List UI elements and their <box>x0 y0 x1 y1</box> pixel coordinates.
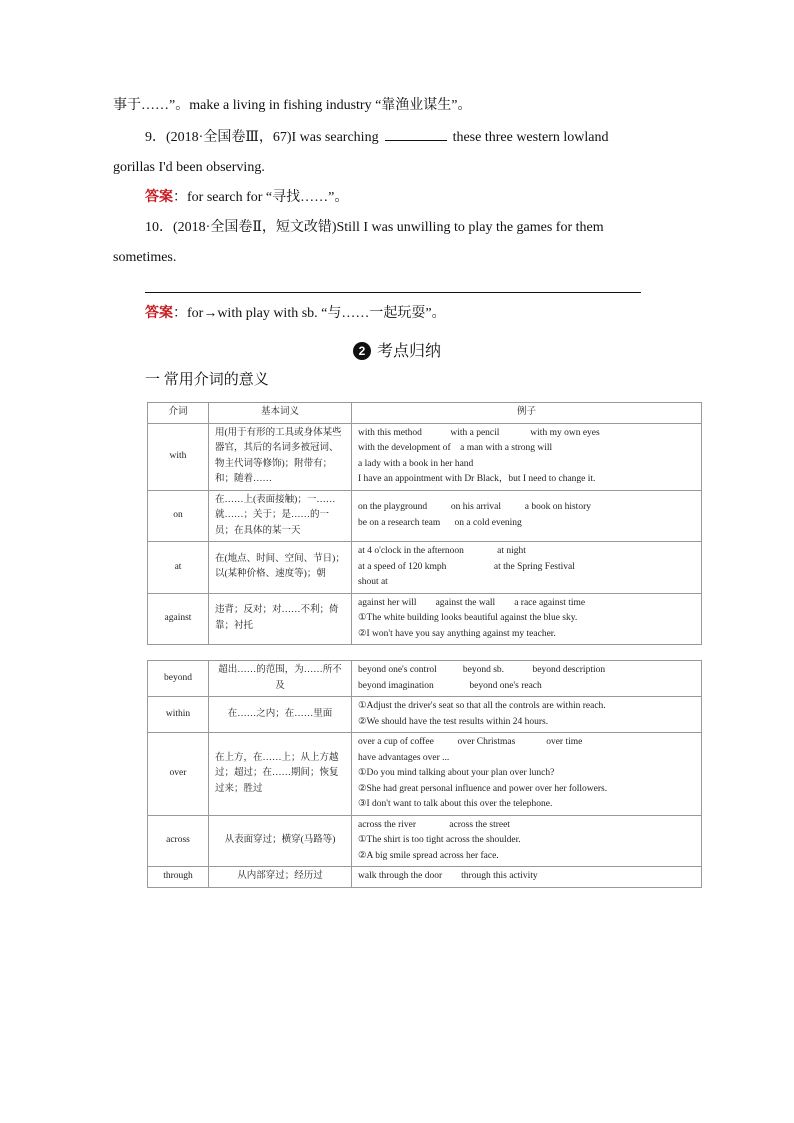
example-line: shout at <box>358 577 388 587</box>
prep-cell: against <box>148 593 209 645</box>
answer-line <box>145 292 641 293</box>
table-row <box>148 593 702 645</box>
examples-cell <box>352 661 702 697</box>
prep-cell: over <box>148 733 209 816</box>
example-line: with the development of a man with a strong will <box>358 443 553 453</box>
table-row <box>148 423 702 490</box>
examples-cell <box>352 867 702 888</box>
prepositions-table-1 <box>147 402 702 645</box>
question-9-part1: 9．(2018·全国卷Ⅲ，67)I was searching <box>145 130 379 145</box>
prep-cell: on <box>148 490 209 542</box>
answer-10-text: ：for→with play with sb. “与……一起玩耍”。 <box>173 306 446 321</box>
example-line: beyond one's control beyond sb. beyond description <box>358 665 606 675</box>
question-10: 10．(2018·全国卷Ⅱ，短文改错)Still I was unwilling to play the games for them <box>145 220 604 235</box>
table-row <box>148 661 702 697</box>
subsection-heading: 一 常用介词的意义 <box>145 372 269 388</box>
example-line: on the playground on his arrival a book on history <box>358 502 591 513</box>
example-line: ③I don't want to talk about this over the telephone. <box>358 799 553 809</box>
examples-cell <box>352 733 702 816</box>
answer-9-text: ：for search for “寻找……”。 <box>173 190 349 205</box>
meaning-cell: 从内部穿过；经历过 <box>209 867 352 888</box>
header-cell: 基本词义 <box>209 403 352 424</box>
section-title: 考点归纳 <box>376 343 441 360</box>
prep-cell: at <box>148 542 209 594</box>
example-line: ①Adjust the driver's seat so that all the controls are within reach. <box>358 701 606 711</box>
meaning-cell: 从表面穿过；横穿(马路等) <box>209 815 352 867</box>
prep-cell: within <box>148 697 209 733</box>
examples-cell <box>352 697 702 733</box>
meaning-cell: 违背；反对；对……不利；倚靠；衬托 <box>209 593 352 645</box>
example-line: over a cup of coffee over Christmas over time <box>358 737 583 747</box>
meaning-cell: 在上方，在……上；从上方越过；超过；在……期间；恢复过来；胜过 <box>209 733 352 816</box>
question-9-part2: these three western lowland <box>452 130 609 145</box>
header-cell: 介词 <box>148 403 209 424</box>
prepositions-table-2 <box>147 660 702 888</box>
example-line: with this method with a pencil with my own eyes <box>358 427 600 438</box>
question-9-cont: gorillas I'd been observing. <box>113 160 265 175</box>
answer-label: 答案 <box>145 190 173 205</box>
section-number-badge: 2 <box>353 342 371 360</box>
example-line: at a speed of 120 kmph at the Spring Festival <box>358 561 575 572</box>
example-line: against her will against the wall a race against time <box>358 597 586 608</box>
table-row <box>148 867 702 888</box>
examples-cell <box>352 593 702 645</box>
answer-label: 答案 <box>145 306 173 321</box>
prep-cell: across <box>148 815 209 867</box>
example-line: ①Do you mind talking about your plan over lunch? <box>358 768 555 778</box>
table-row <box>148 490 702 542</box>
meaning-cell: 用(用于有形的工具或身体某些器官，其后的名词多被冠词、物主代词等修饰)；附带有；和；随着…… <box>209 423 352 490</box>
example-line: walk through the door through this activity <box>358 871 538 881</box>
question-9 <box>145 128 608 148</box>
example-line: a lady with a book in her hand <box>358 458 474 469</box>
example-line: have advantages over ... <box>358 752 450 763</box>
examples-cell <box>352 423 702 490</box>
example-line: ②A big smile spread across her face. <box>358 850 499 861</box>
meaning-cell: 超出……的范围，为……所不及 <box>209 661 352 697</box>
question-10-cont: sometimes. <box>113 250 177 265</box>
prep-cell: through <box>148 867 209 888</box>
example-line: beyond imagination beyond one's reach <box>358 680 542 691</box>
prep-cell: with <box>148 423 209 490</box>
table-row <box>148 815 702 867</box>
header-cell: 例子 <box>352 403 702 424</box>
meaning-cell: 在……上(表面接触)；一……就……；关于；是……的一员；在具体的某一天 <box>209 490 352 542</box>
example-line: ②She had great personal influence and power over her followers. <box>358 783 608 794</box>
prep-cell: beyond <box>148 661 209 697</box>
example-line: across the river across the street <box>358 819 510 830</box>
example-line: ②I won't have you say anything against my teacher. <box>358 628 556 639</box>
table-row <box>148 697 702 733</box>
examples-cell <box>352 542 702 594</box>
section-heading <box>0 338 794 361</box>
example-line: at 4 o'clock in the afternoon at night <box>358 546 526 556</box>
table-row <box>148 733 702 816</box>
examples-cell <box>352 815 702 867</box>
answer-10 <box>145 304 446 324</box>
answer-9 <box>145 188 348 208</box>
meaning-cell: 在……之内；在……里面 <box>209 697 352 733</box>
example-line: I have an appointment with Dr Black，but I need to change it. <box>358 474 596 484</box>
example-line: ①The white building looks beautiful against the blue sky. <box>358 613 578 623</box>
table-row <box>148 542 702 594</box>
meaning-cell: 在(地点、时间、空间、节日)；以(某种价格、速度等)；朝 <box>209 542 352 594</box>
example-line: be on a research team on a cold evening <box>358 517 522 528</box>
table-header-row <box>148 403 702 424</box>
text-line-1: 事于……”。make a living in fishing industry “靠渔业谋生”。 <box>113 98 472 113</box>
example-line: ②We should have the test results within 24 hours. <box>358 716 549 727</box>
example-line: ①The shirt is too tight across the shoulder. <box>358 835 521 845</box>
examples-cell <box>352 490 702 542</box>
answer-blank <box>385 128 447 141</box>
